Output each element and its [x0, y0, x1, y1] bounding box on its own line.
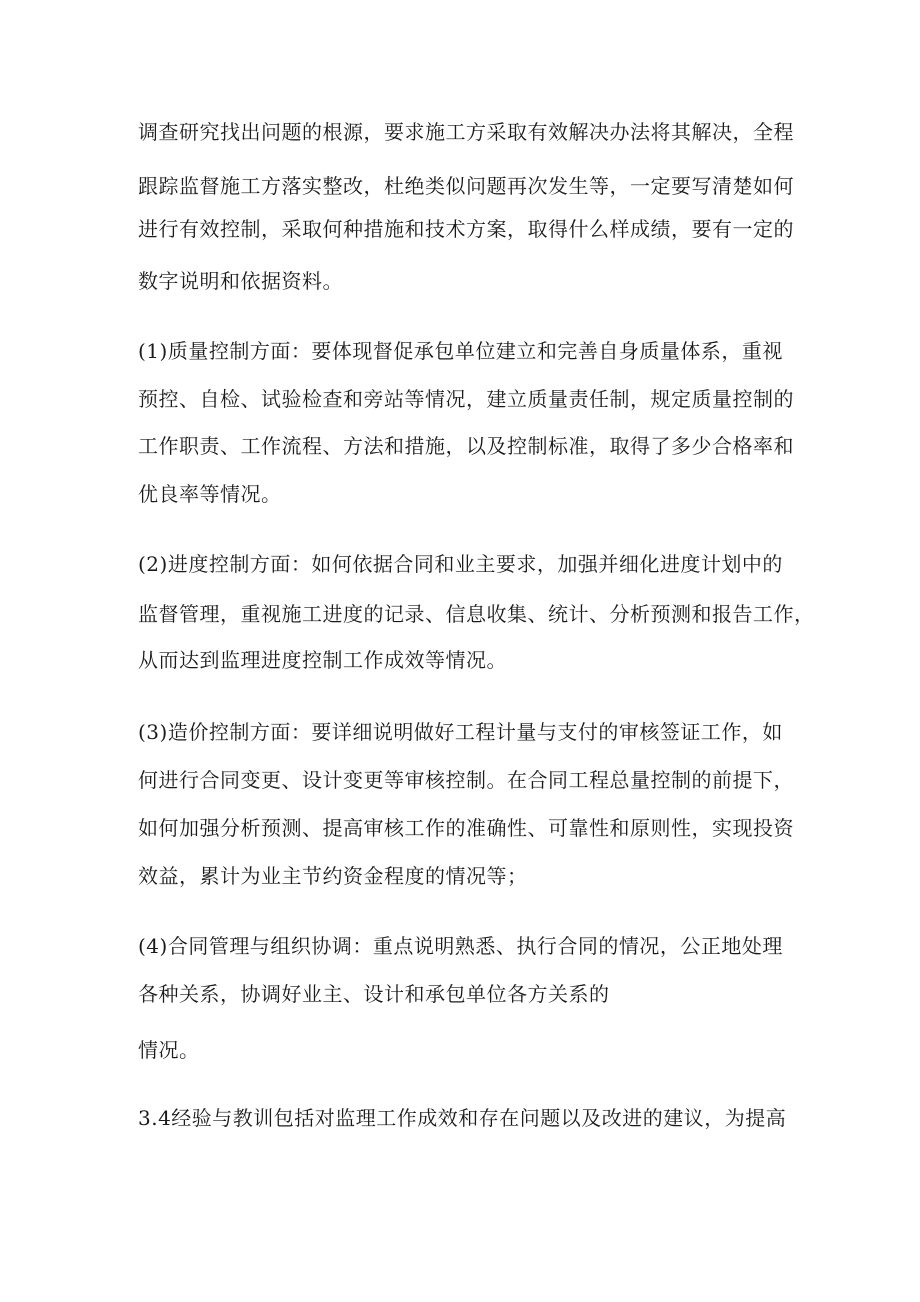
text-line: (2)进度控制方面：如何依据合同和业主要求，加强并细化进度计划中的	[138, 552, 783, 576]
text-line: 各种关系，协调好业主、设计和承包单位各方关系的	[138, 982, 610, 1006]
text-line: 情况。	[138, 1038, 200, 1062]
text-line: 进行有效控制，采取何种措施和技术方案，取得什么样成绩，要有一定的	[138, 217, 794, 241]
text-line: 优良率等情况。	[138, 482, 282, 506]
text-line: (3)造价控制方面：要详细说明做好工程计量与支付的审核签证工作，如	[138, 720, 783, 744]
text-line: 工作职责、工作流程、方法和措施，以及控制标准，取得了多少合格率和	[138, 434, 794, 458]
text-line: 何进行合同变更、设计变更等审核控制。在合同工程总量控制的前提下，	[138, 768, 794, 792]
section-heading-line: 3.4经验与教训包括对监理工作成效和存在问题以及改进的建议，为提高	[138, 1106, 787, 1130]
text-line: 如何加强分析预测、提高审核工作的准确性、可靠性和原则性，实现投资	[138, 816, 794, 840]
text-line: 预控、自检、试验检查和旁站等情况，建立质量责任制，规定质量控制的	[138, 387, 794, 411]
text-line: 调查研究找出问题的根源，要求施工方采取有效解决办法将其解决，全程	[138, 120, 794, 144]
text-line: 跟踪监督施工方落实整改，杜绝类似问题再次发生等，一定要写清楚如何	[138, 174, 794, 198]
text-line: (4)合同管理与组织协调：重点说明熟悉、执行合同的情况，公正地处理	[138, 934, 783, 958]
text-line: 效益，累计为业主节约资金程度的情况等；	[138, 864, 528, 888]
text-line: 监督管理，重视施工进度的记录、信息收集、统计、分析预测和报告工作，	[138, 602, 815, 626]
text-line: (1)质量控制方面：要体现督促承包单位建立和完善自身质量体系，重视	[138, 339, 783, 363]
text-line: 从而达到监理进度控制工作成效等情况。	[138, 648, 507, 672]
text-line: 数字说明和依据资料。	[138, 269, 343, 293]
